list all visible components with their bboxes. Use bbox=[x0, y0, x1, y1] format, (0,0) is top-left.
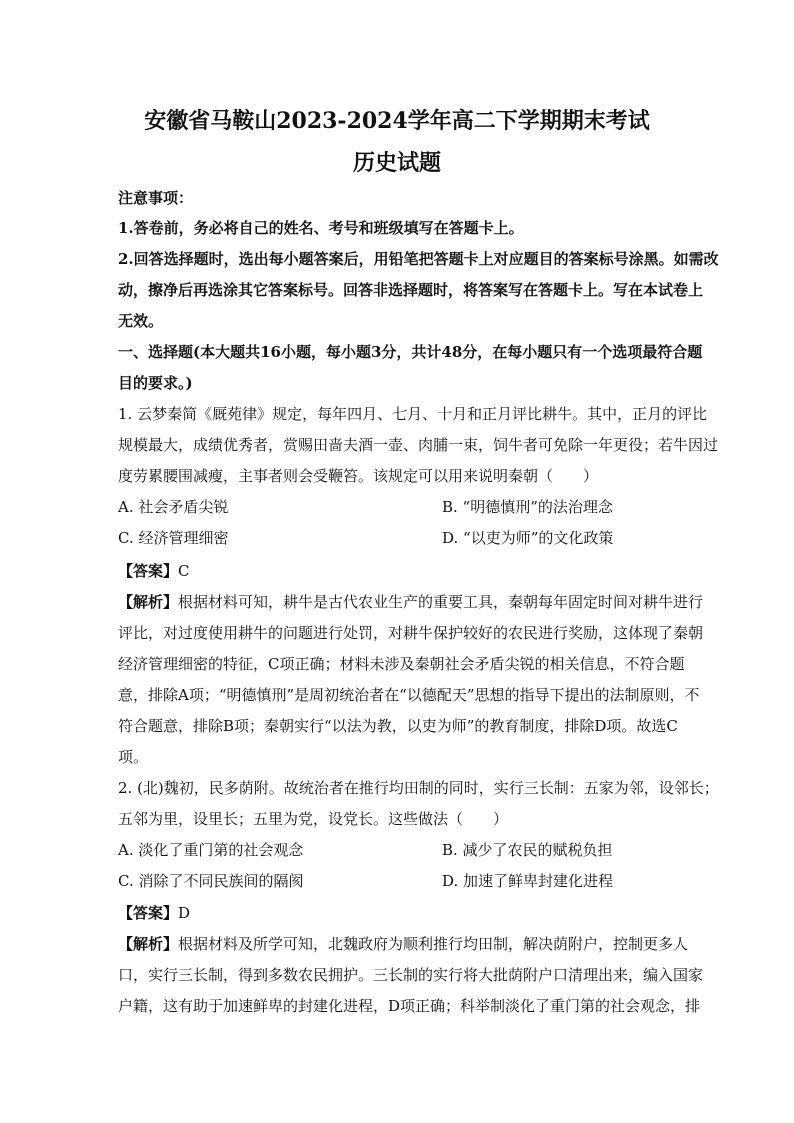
analysis-text: 经济管理细密的特征，C项正确；材料未涉及秦朝社会矛盾尖锐的相关信息，不符合题 bbox=[118, 655, 685, 673]
option-a: A. 淡化了重门第的社会观念 bbox=[118, 841, 304, 859]
answer-value: C bbox=[178, 562, 190, 580]
page-subtitle: 历史试题 bbox=[352, 150, 441, 176]
page-title: 安徽省马鞍山2023-2024学年高二下学期期末考试 bbox=[144, 108, 650, 134]
question-text: 2. (北)魏初，民多荫附。故统治者在推行均田制的同时，实行三长制：五家为邻，设邻长； bbox=[118, 779, 719, 797]
analysis-line bbox=[118, 934, 688, 954]
answer-tag: 【答案】 bbox=[118, 562, 179, 580]
option-a: A. 社会矛盾尖锐 bbox=[118, 498, 229, 516]
analysis-text: 根据材料可知，耕牛是古代农业生产的重要工具，秦朝每年固定时间对耕牛进行 bbox=[178, 593, 704, 611]
analysis-text: 户籍，这有助于加速鲜卑的封建化进程，D项正确；科举制淡化了重门第的社会观念，排 bbox=[118, 997, 701, 1015]
section-heading: 一、选择题(本大题共16小题，每小题3分，共计48分，在每小题只有一个选项最符合题 bbox=[118, 343, 703, 361]
notes-line: 动，擦净后再选涂其它答案标号。回答非选择题时，将答案写在答题卡上。写在本试卷上 bbox=[118, 281, 704, 299]
notes-line: 无效。 bbox=[118, 312, 164, 330]
analysis-text: 符合题意，排除B项；秦朝实行“以法为教，以吏为师”的教育制度，排除D项。故选C bbox=[118, 717, 678, 735]
section-heading: 目的要求。) bbox=[118, 374, 193, 392]
option-c: C. 消除了不同民族间的隔阂 bbox=[118, 872, 304, 890]
answer-line bbox=[118, 561, 190, 581]
option-d: D. 加速了鲜卑封建化进程 bbox=[442, 872, 614, 890]
answer-value: D bbox=[178, 904, 191, 922]
option-b: B. “明德慎刑”的法治理念 bbox=[442, 498, 613, 516]
answer-line bbox=[118, 903, 190, 923]
analysis-text: 口，实行三长制，得到多数农民拥护。三长制的实行将大批荫附户口清理出来，编入国家 bbox=[118, 966, 704, 984]
answer-tag: 【答案】 bbox=[118, 904, 179, 922]
analysis-text: 意，排除A项；“明德慎刑”是周初统治者在“以德配天”思想的指导下提出的法制原则，不 bbox=[118, 686, 700, 704]
option-d: D. “以吏为师”的文化政策 bbox=[442, 529, 614, 547]
question-text: 规模最大，成绩优秀者，赏赐田啬夫酒一壶、肉脯一束，饲牛者可免除一年更役；若牛因过 bbox=[118, 436, 719, 454]
question-text: 五邻为里，设里长；五里为党，设党长。这些做法（ ） bbox=[118, 810, 509, 828]
analysis-tag: 【解析】 bbox=[118, 593, 179, 611]
analysis-text: 评比，对过度使用耕牛的问题进行处罚，对耕牛保护较好的农民进行奖励，这体现了秦朝 bbox=[118, 624, 704, 642]
analysis-line bbox=[118, 592, 703, 612]
option-b: B. 减少了农民的赋税负担 bbox=[442, 841, 613, 859]
notes-line: 1.答卷前，务必将自己的姓名、考号和班级填写在答题卡上。 bbox=[118, 219, 524, 237]
analysis-tag: 【解析】 bbox=[118, 935, 179, 953]
notes-heading: 注意事项： bbox=[118, 189, 194, 207]
option-c: C. 经济管理细密 bbox=[118, 529, 229, 547]
analysis-text: 项。 bbox=[118, 748, 149, 766]
question-text: 度劳累腰围减瘦，主事者则会受鞭笞。该规定可以用来说明秦朝（ ） bbox=[118, 467, 599, 485]
analysis-text: 根据材料及所学可知，北魏政府为顺利推行均田制，解决荫附户，控制更多人 bbox=[178, 935, 689, 953]
question-text: 1. 云梦秦简《厩苑律》规定，每年四月、七月、十月和正月评比耕牛。其中，正月的评比 bbox=[118, 405, 708, 423]
notes-line: 2.回答选择题时，选出每小题答案后，用铅笔把答题卡上对应题目的答案标号涂黑。如需改 bbox=[118, 250, 719, 268]
